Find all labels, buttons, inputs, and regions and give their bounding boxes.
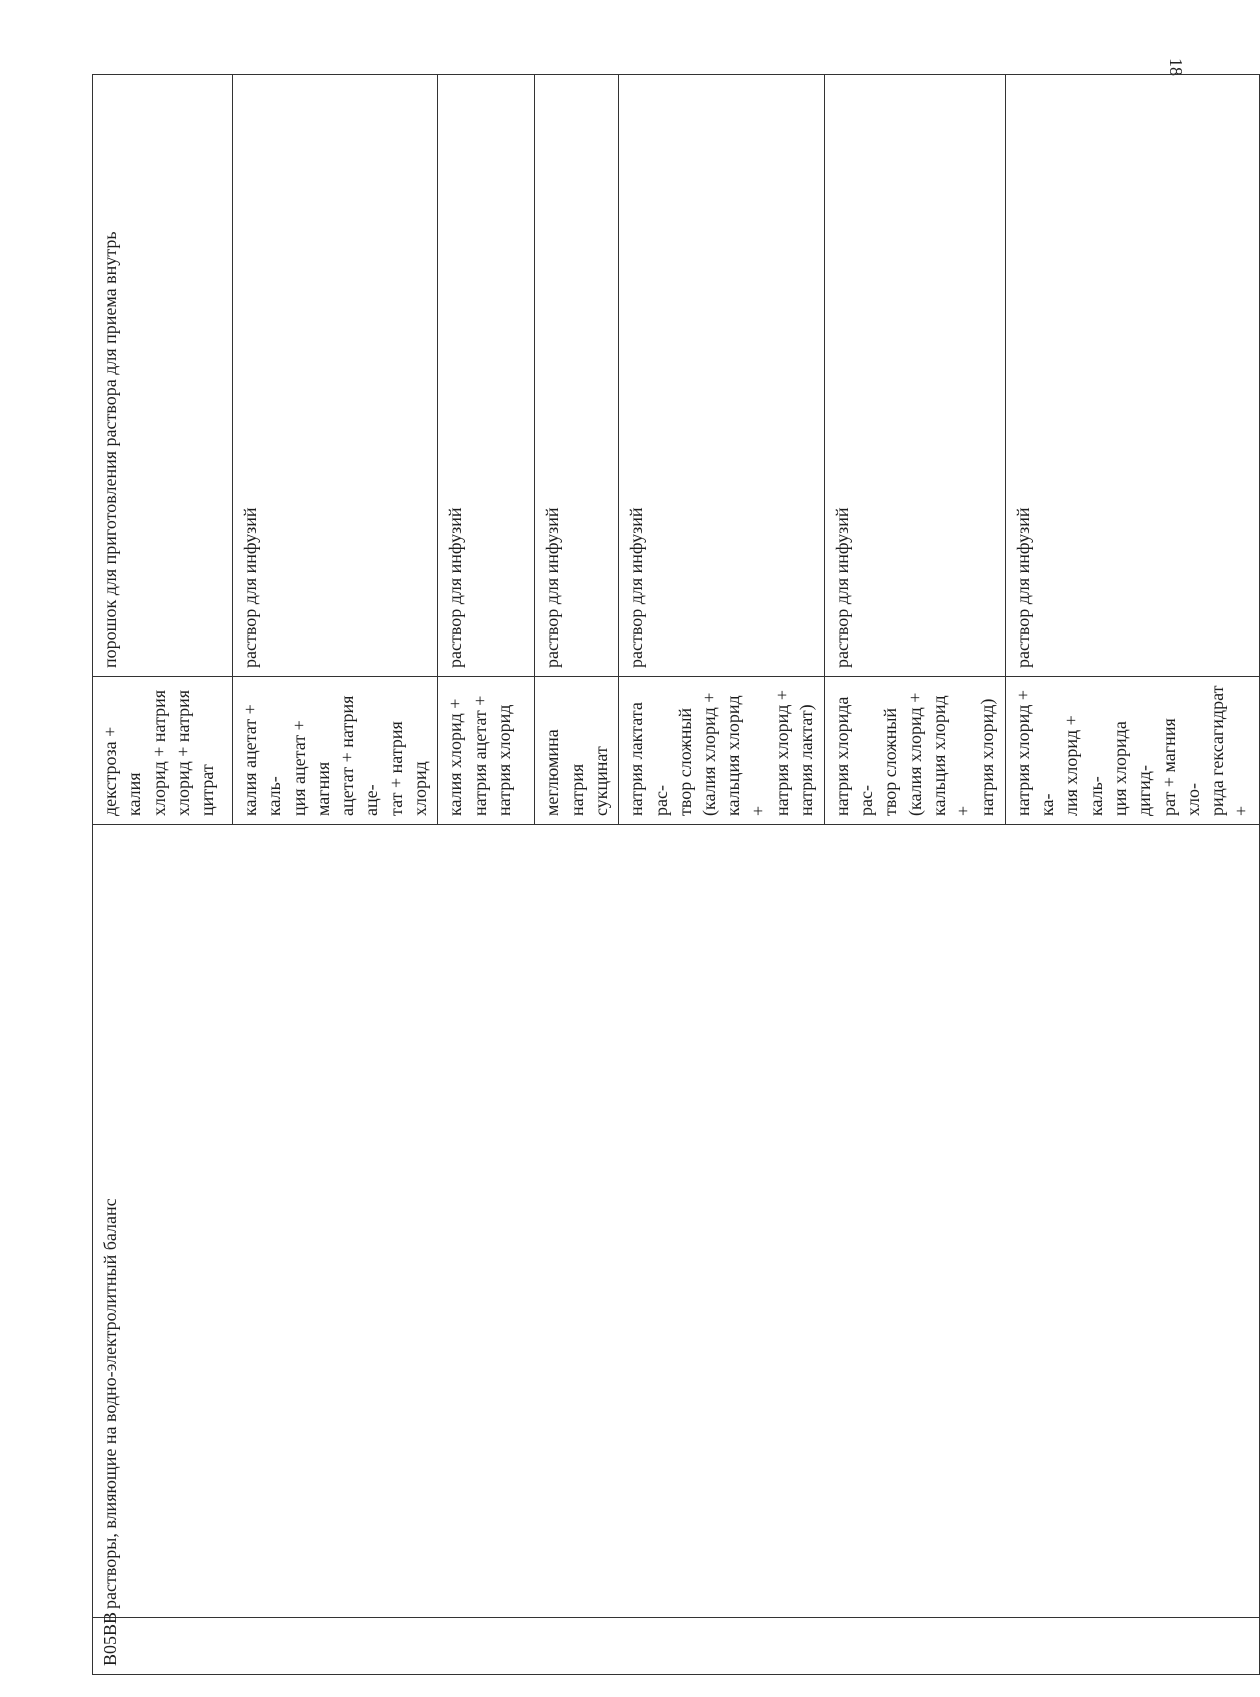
dosage-form-cell — [438, 75, 535, 677]
drug-name-cell — [1005, 677, 1259, 825]
table-row — [93, 75, 233, 1675]
dosage-form: раствор для инфузий — [1012, 507, 1033, 668]
drug-name: натрия хлорида рас- твор сложный (калия хлорид + кальция хлорид + натрия хлорид) — [831, 692, 998, 816]
drug-name: натрия лактата рас- твор сложный (калия хлорид + кальция хлорид + натрия хлорид + натрия лактат) — [626, 689, 817, 816]
dosage-form-cell — [619, 75, 824, 677]
drug-name-cell — [535, 677, 619, 825]
drug-name-cell — [233, 677, 438, 825]
dosage-form-cell — [93, 75, 233, 677]
drug-name: меглюмина натрия сукцинат — [542, 729, 611, 816]
drug-name-cell — [93, 677, 233, 825]
dosage-form: раствор для инфузий — [542, 507, 563, 668]
page-number: 18 — [1166, 58, 1186, 76]
atc-code: B05BB — [100, 1611, 120, 1666]
dosage-form: порошок для приготовления раствора для приема внутрь — [100, 231, 120, 668]
drug-name: калия ацетат + каль- ция ацетат + магния ацетат + натрия аце- тат + натрия хлорид — [240, 695, 431, 816]
group-name: растворы, влияющие на водно-электролитный баланс — [100, 1198, 120, 1609]
dosage-form-cell — [233, 75, 438, 677]
drug-name: натрия хлорид + ка- лия хлорид + каль- ция хлорида дигид- рат + магния хло- рида гексагидрат + — [1012, 685, 1252, 816]
dosage-form: раствор для инфузий — [831, 507, 852, 668]
drug-name-cell — [619, 677, 824, 825]
rotated-table-container — [92, 75, 1252, 1675]
dosage-form: раствор для инфузий — [445, 507, 466, 668]
dosage-form: раствор для инфузий — [626, 507, 647, 668]
dosage-form: раствор для инфузий — [240, 507, 260, 668]
drug-name: декстроза + калия хлорид + натрия хлорид + натрия цитрат — [100, 689, 218, 816]
drug-name-cell — [824, 677, 1005, 825]
group-name-cell — [93, 825, 1260, 1618]
drug-name: калия хлорид + натрия ацетат + натрия хлорид — [445, 695, 514, 816]
dosage-form-cell — [824, 75, 1005, 677]
drug-table — [92, 74, 1260, 1675]
drug-name-cell — [438, 677, 535, 825]
atc-code-cell — [93, 1611, 1260, 1675]
dosage-form-cell — [535, 75, 619, 677]
dosage-form-cell — [1005, 75, 1259, 677]
